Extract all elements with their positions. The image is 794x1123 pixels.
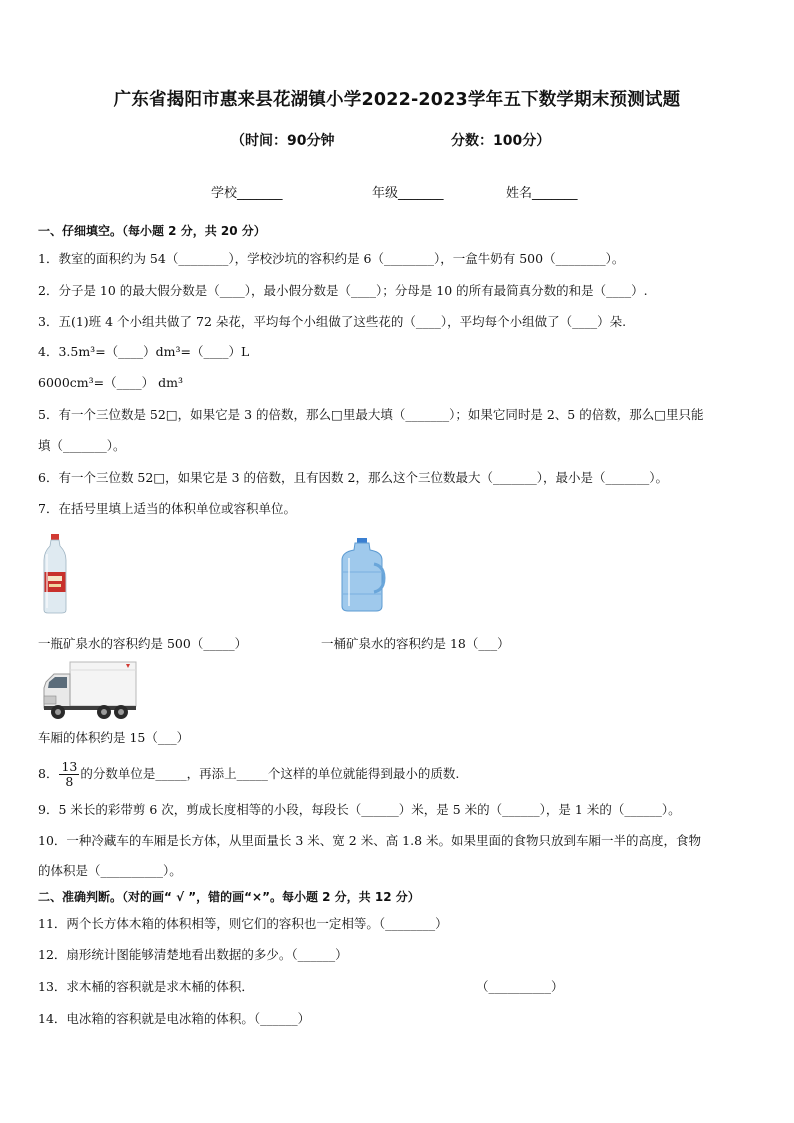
question-7-bottle: 一瓶矿泉水的容积约是 500（_____） xyxy=(38,636,248,651)
question-8 xyxy=(38,758,459,790)
question-1: 1．教室的面积约为 54（________），学校沙坑的容积约是 6（________），一盒牛奶有 500（________）。 xyxy=(38,251,625,266)
grade-field: 年级_______ xyxy=(372,186,444,201)
fraction-numerator: 13 xyxy=(61,759,78,774)
section-2-heading: 二、准确判断。（对的画“ √ ”，错的画“×”。每小题 2 分，共 12 分） xyxy=(38,890,420,904)
question-9: 9．5 米长的彩带剪 6 次，剪成长度相等的小段，每段长（______）米，是 5 米的（______），是 1 米的（______）。 xyxy=(38,802,681,817)
question-13-blank: （__________） xyxy=(476,979,564,994)
exam-score: 分数：100分） xyxy=(451,133,551,149)
question-7: 7．在括号里填上适当的体积单位或容积单位。 xyxy=(38,501,296,516)
question-5-line-2: 填（_______）。 xyxy=(38,438,126,453)
fraction-denominator: 8 xyxy=(65,774,74,789)
question-13: 13．求木桶的容积就是求木桶的体积． xyxy=(38,979,254,994)
question-8-prefix: 8． xyxy=(38,766,59,781)
exam-time: （时间：90分钟 xyxy=(231,133,335,149)
question-7-barrel: 一桶矿泉水的容积约是 18（___） xyxy=(321,636,510,651)
truck-icon xyxy=(42,660,138,722)
question-10-line-1: 10．一种冷藏车的车厢是长方体，从里面量长 3 米、宽 2 米、高 1.8 米。如果里面的食物只放到车厢一半的高度，食物 xyxy=(38,833,702,848)
question-3: 3．五(1)班 4 个小组共做了 72 朵花，平均每个小组做了这些花的（____），平均每个小组做了（____）朵. xyxy=(38,314,627,329)
question-12: 12．扇形统计图能够清楚地看出数据的多少。（______） xyxy=(38,947,348,962)
question-2: 2．分子是 10 的最大假分数是（____），最小假分数是（____）；分母是 10 的所有最简真分数的和是（____）. xyxy=(38,283,648,298)
question-6: 6．有一个三位数 52□，如果它是 3 的倍数，且有因数 2，那么这个三位数最大（_______），最小是（_______）。 xyxy=(38,470,668,485)
question-5-line-1: 5．有一个三位数是 52□，如果它是 3 的倍数，那么□里最大填（_______）；如果它同时是 2、5 的倍数，那么□里只能 xyxy=(38,407,704,422)
fraction-13-8 xyxy=(59,760,79,789)
question-8-text: 的分数单位是_____，再添上_____个这样的单位就能得到最小的质数. xyxy=(80,766,460,781)
question-11: 11．两个长方体木箱的体积相等，则它们的容积也一定相等。（________） xyxy=(38,916,448,931)
water-bottle-icon xyxy=(42,534,68,614)
question-10-line-2: 的体积是（__________）。 xyxy=(38,863,182,878)
question-7-truck: 车厢的体积约是 15（___） xyxy=(38,730,190,745)
page-title: 广东省揭阳市惠来县花湖镇小学2022-2023学年五下数学期末预测试题 xyxy=(113,90,681,110)
name-field: 姓名_______ xyxy=(506,186,578,201)
question-14: 14．电冰箱的容积就是电冰箱的体积。（______） xyxy=(38,1011,311,1026)
water-barrel-icon xyxy=(340,538,386,612)
question-4-part-b: 6000cm³=（____） dm³ xyxy=(38,375,183,390)
question-4-part-a: 4．3.5m³=（____）dm³=（____）L xyxy=(38,344,250,359)
section-1-heading: 一、仔细填空。（每小题 2 分，共 20 分） xyxy=(38,224,266,238)
school-field: 学校_______ xyxy=(211,186,283,201)
